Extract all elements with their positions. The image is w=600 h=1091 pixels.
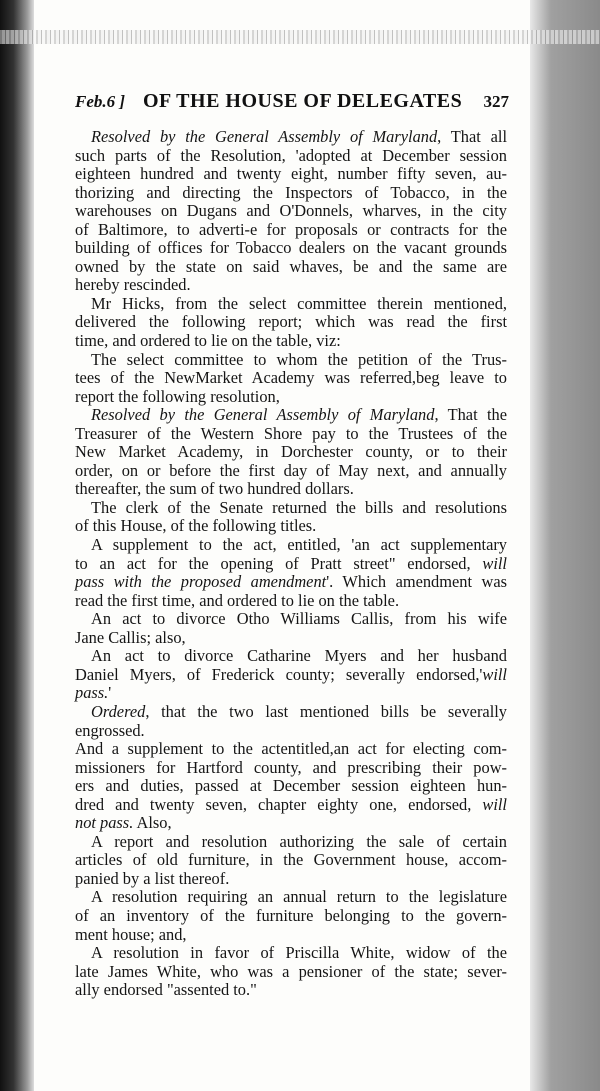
text-segment: An act to divorce Otho Williams Callis, from his wife [91, 609, 507, 629]
text-line [75, 443, 507, 462]
text-line [75, 703, 507, 722]
text-line [75, 888, 507, 907]
text-segment: missioners for Hartford county, and prescribing their pow- [75, 757, 507, 777]
text-segment: ers and duties, passed at December session eighteen hun- [75, 776, 507, 796]
text-segment: of an inventory of the furniture belonging to the govern- [75, 905, 507, 925]
running-header [75, 92, 509, 116]
text-line [75, 851, 507, 870]
text-segment: to an act for the opening of Pratt street" endorsed, [75, 553, 483, 573]
italic-text: not pass. [75, 813, 134, 833]
text-segment: Jane Callis; also, [75, 627, 186, 647]
text-line [75, 295, 507, 314]
text-line [75, 963, 507, 982]
text-segment: report the following resolution, [75, 386, 280, 406]
text-line [75, 480, 507, 499]
text-line [75, 814, 507, 833]
text-line [75, 981, 507, 1000]
text-line [75, 629, 507, 648]
text-segment: hereby rescinded. [75, 275, 191, 295]
text-line [75, 425, 507, 444]
text-line [75, 499, 507, 518]
text-segment: tees of the NewMarket Academy was referred,beg leave to [75, 368, 507, 388]
text-segment: ment house; and, [75, 924, 187, 944]
text-segment: delivered the following report; which was read the first [75, 312, 507, 332]
text-segment: thereafter, the sum of two hundred dollars. [75, 479, 354, 499]
text-segment: dred and twenty seven, chapter eighty one, endorsed, [75, 794, 483, 814]
text-line [75, 536, 507, 555]
text-line [75, 833, 507, 852]
text-line [75, 165, 507, 184]
text-line [75, 592, 507, 611]
text-segment: order, on or before the first day of May next, and annually [75, 460, 507, 480]
text-line [75, 221, 507, 240]
text-segment: of this House, of the following titles. [75, 516, 317, 536]
text-segment: '. Which amendment was [326, 572, 507, 592]
text-segment: And a supplement to the actentitled,an act for electing com- [75, 739, 507, 759]
italic-text: Resolved by the General Assembly of Maryland [91, 405, 435, 425]
italic-text: Ordered [91, 701, 146, 721]
text-segment: time, and ordered to lie on the table, viz: [75, 331, 341, 351]
text-segment: building of offices for Tobacco dealers on the vacant grounds [75, 238, 507, 258]
page-number: 327 [483, 92, 509, 111]
text-line [75, 517, 507, 536]
text-segment: Also, [133, 813, 172, 833]
text-segment: A resolution requiring an annual return to the legislature [91, 887, 507, 907]
scan-left-edge [0, 0, 34, 1091]
text-line [75, 313, 507, 332]
page-body-text [75, 128, 507, 1000]
text-line [75, 777, 507, 796]
header-title: OF THE HOUSE OF DELEGATES [143, 90, 463, 112]
text-segment: An act to divorce Catharine Myers and her husband [91, 646, 507, 666]
text-segment: New Market Academy, in Dorchester county, or to their [75, 442, 507, 462]
text-line [75, 202, 507, 221]
text-line [75, 462, 507, 481]
text-line [75, 722, 507, 741]
italic-text: will [482, 553, 507, 573]
text-segment: ' [108, 683, 112, 703]
text-segment: eighteen hundred and twenty eight, number fifty seven, au- [75, 164, 507, 184]
text-line [75, 647, 507, 666]
text-line [75, 684, 507, 703]
text-line [75, 184, 507, 203]
text-segment: The select committee to whom the petition of the Trus- [91, 349, 507, 369]
text-line [75, 759, 507, 778]
text-segment: A resolution in favor of Priscilla White, widow of the [91, 943, 507, 963]
text-line [75, 666, 507, 685]
text-segment: owned by the state on said whaves, be and the same are [75, 256, 507, 276]
text-line [75, 147, 507, 166]
text-segment: late James White, who was a pensioner of the state; sever- [75, 961, 507, 981]
text-line [75, 276, 507, 295]
italic-text: pass with the proposed amendment [75, 572, 327, 592]
text-line [75, 332, 507, 351]
italic-text: pass. [75, 683, 109, 703]
text-segment: such parts of the Resolution, 'adopted at December session [75, 145, 507, 165]
text-line [75, 740, 507, 759]
italic-text: will [482, 794, 507, 814]
text-segment: , That the [434, 405, 508, 425]
text-line [75, 944, 507, 963]
text-line [75, 239, 507, 258]
italic-text: Resolved by the General Assembly of Maryland [91, 127, 438, 146]
text-segment: engrossed. [75, 720, 145, 740]
text-line [75, 796, 507, 815]
text-segment: articles of old furniture, in the Government house, accom- [75, 850, 507, 870]
text-line [75, 907, 507, 926]
text-segment: A supplement to the act, entitled, 'an act supplementary [91, 535, 507, 555]
text-line [75, 258, 507, 277]
text-segment: thorizing and directing the Inspectors of Tobacco, in the [75, 182, 507, 202]
text-line [75, 406, 507, 425]
text-line [75, 555, 507, 574]
text-segment: A report and resolution authorizing the sale of certain [91, 831, 507, 851]
header-date: Feb.6 ] [75, 92, 126, 111]
text-line [75, 870, 507, 889]
italic-text: will [482, 664, 507, 684]
text-line [75, 610, 507, 629]
text-segment: , That all [437, 127, 507, 146]
text-segment: warehouses on Dugans and O'Donnels, wharves, in the city [75, 201, 507, 221]
text-line [75, 128, 507, 147]
text-segment: read the first time, and ordered to lie on the table. [75, 590, 400, 610]
text-segment: , that the two last mentioned bills be severally [145, 701, 507, 721]
text-segment: panied by a list thereof. [75, 868, 230, 888]
scan-top-noise [0, 30, 600, 44]
text-line [75, 926, 507, 945]
text-segment: Treasurer of the Western Shore pay to the Trustees of the [75, 423, 507, 443]
text-segment: Mr Hicks, from the select committee therein mentioned, [91, 293, 507, 313]
text-segment: Daniel Myers, of Frederick county; severally endorsed,' [75, 664, 483, 684]
text-line [75, 369, 507, 388]
scan-right-margin [530, 0, 600, 1091]
text-segment: The clerk of the Senate returned the bills and resolutions [91, 497, 507, 517]
text-line [75, 388, 507, 407]
text-line [75, 351, 507, 370]
text-segment: of Baltimore, to adverti-e for proposals or contracts for the [75, 219, 507, 239]
text-segment: ally endorsed "assented to." [75, 980, 257, 1000]
text-line [75, 573, 507, 592]
